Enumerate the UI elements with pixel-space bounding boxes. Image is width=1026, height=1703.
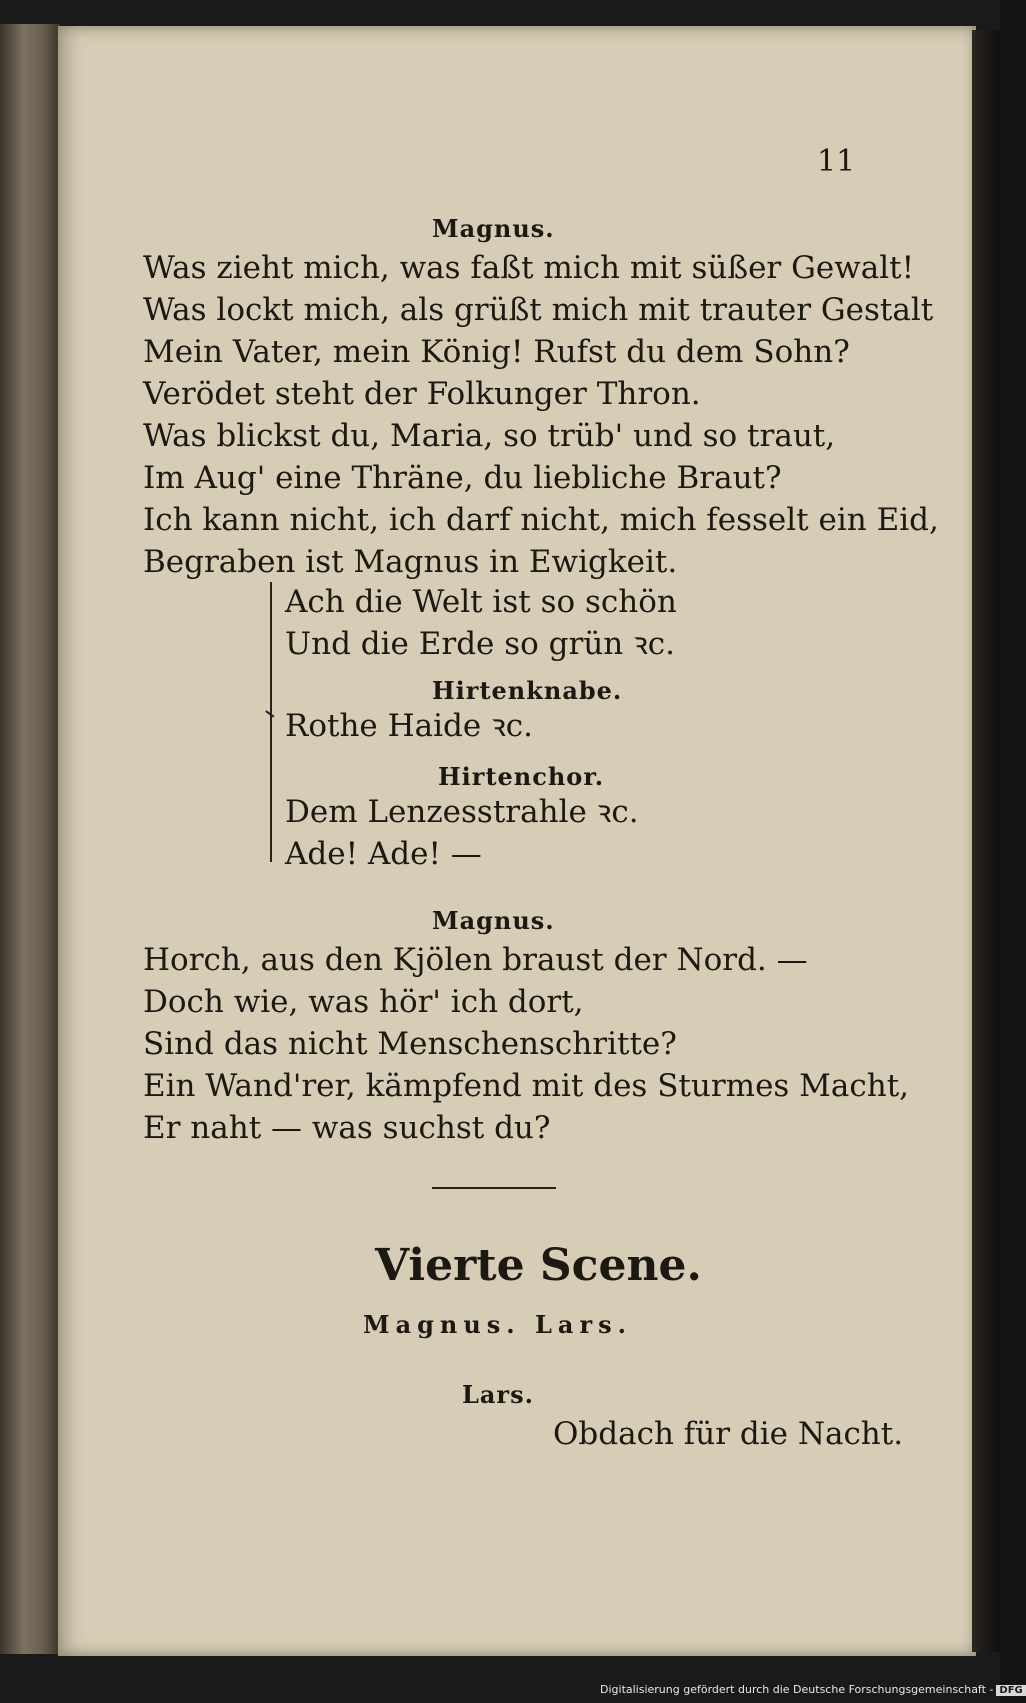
section-divider: [432, 1187, 556, 1189]
verse-line: Doch wie, was hör' ich dort,: [143, 984, 584, 1020]
verse-line: Verödet steht der Folkunger Thron.: [143, 376, 701, 412]
verse-line: Was blickst du, Maria, so trüb' und so traut,: [143, 418, 836, 454]
speaker-hirtenknabe: Hirtenknabe.: [432, 676, 623, 705]
speaker-magnus-2: Magnus.: [432, 906, 555, 935]
dfg-logo: DFG: [996, 1685, 1025, 1696]
speaker-hirtenchor: Hirtenchor.: [438, 762, 605, 791]
credit-text: Digitalisierung gefördert durch die Deutsche Forschungsgemeinschaft -: [600, 1683, 994, 1696]
bracket-line: Und die Erde so grün ꝛc.: [285, 626, 676, 662]
verse-line: Mein Vater, mein König! Rufst du dem Sohn?: [143, 334, 850, 370]
verse-line: Ich kann nicht, ich darf nicht, mich fesselt ein Eid,: [143, 502, 939, 538]
digitization-credit: [600, 1683, 1026, 1696]
verse-line: Horch, aus den Kjölen braust der Nord. —: [143, 942, 808, 978]
verse-line: Was lockt mich, als grüßt mich mit trauter Gestalt: [143, 292, 934, 328]
bracket-line: Dem Lenzesstrahle ꝛc.: [285, 794, 639, 830]
bracket-line: Ade! Ade! —: [285, 836, 482, 872]
page-right-edge: [972, 30, 1000, 1652]
verse-line: Ein Wand'rer, kämpfend mit des Sturmes Macht,: [143, 1068, 910, 1104]
bracket-line: Ach die Welt ist so schön: [285, 584, 677, 620]
verse-line: Er naht — was suchst du?: [143, 1110, 551, 1146]
verse-line: Sind das nicht Menschenschritte?: [143, 1026, 677, 1062]
page-number: 11: [817, 144, 856, 179]
verse-line: Begraben ist Magnus in Ewigkeit.: [143, 544, 678, 580]
speaker-lars: Lars.: [462, 1380, 534, 1409]
verse-line: Was zieht mich, was faßt mich mit süßer Gewalt!: [143, 250, 915, 286]
verse-line: Obdach für die Nacht.: [553, 1416, 904, 1452]
bracket-line: Rothe Haide ꝛc.: [285, 708, 534, 744]
speaker-magnus-1: Magnus.: [432, 214, 555, 243]
scene-title: Vierte Scene.: [375, 1240, 702, 1291]
curly-brace: [270, 582, 286, 862]
book-spine-edge: [0, 24, 60, 1654]
scene-persons: Magnus. Lars.: [363, 1310, 632, 1339]
verse-line: Im Aug' eine Thräne, du liebliche Braut?: [143, 460, 782, 496]
